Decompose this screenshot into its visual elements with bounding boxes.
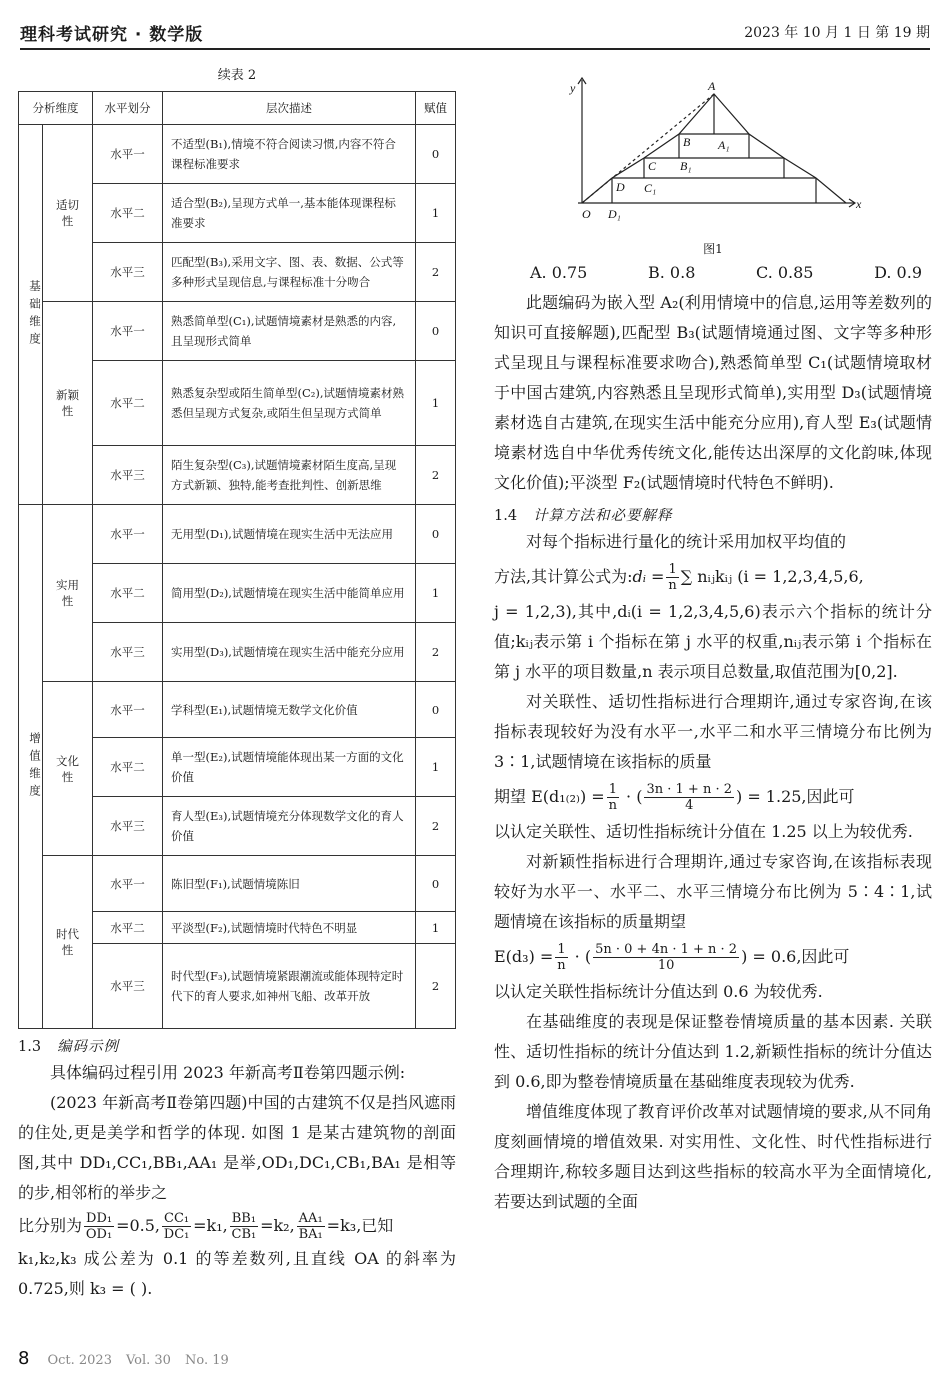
page-header [20, 14, 930, 50]
paragraph: 具体编码过程引用 2023 年新高考Ⅱ卷第四题示例: [50, 1063, 406, 1082]
table-row: 水平三 陌生复杂型(C₃),试题情境素材陌生度高,呈现方式新颖、独特,能考查批判性、创新思维 2 [19, 446, 456, 505]
formula-line: 方法,其计算公式为:dᵢ = $\frac{1}{n}$ ∑ nᵢⱼkᵢⱼ (i = 1,2,3,4,5,6, [494, 562, 864, 593]
section-heading: 1.4 计算方法和必要解释 [494, 508, 673, 524]
label-y: y [570, 81, 576, 95]
table-row: 水平二 单一型(E₂),试题情境能体现出某一方面的文化价值 1 [19, 738, 456, 797]
table-row: 水平二 熟悉复杂型或陌生简单型(C₂),试题情境素材熟悉但呈现方式复杂,或陌生但呈现方式简单 1 [19, 361, 456, 446]
label-C1: C₁ [644, 181, 657, 195]
option-d: D. 0.9 [874, 263, 922, 282]
header-description: 层次描述 [163, 92, 416, 125]
paragraph: j = 1,2,3),其中,dᵢ(i = 1,2,3,4,5,6)表示六个指标的统计分值;kᵢⱼ表示第 i 个指标在第 j 水平的权重,nᵢⱼ表示第 i 个指标在第 j 水平的项目数量,n 表示项目总数量,取值范围为[0,2]. [494, 602, 932, 681]
fraction: $\frac{1}{n}$ [668, 562, 677, 593]
dimension-basic: 基础维度 [28, 279, 42, 350]
paragraph: 对关联性、适切性指标进行合理期许,通过专家咨询,在该指标表现较好为没有水平一,水平二和水平三情境分布比例为 3∶1,试题情境在该指标的质量 [494, 692, 932, 771]
level-table [18, 91, 456, 1029]
table-row: 水平三 育人型(E₃),试题情境充分体现数学文化的育人价值 2 [19, 797, 456, 856]
fraction: $\frac{\text{CC₁}}{\text{DC₁}}$ [163, 1211, 190, 1242]
ratio-line: 比分别为 $\frac{\text{DD₁}}{\text{OD₁}}$ =0.5, $\frac{\text{CC₁}}{\text{DC₁}}$ =k₁, $\frac{\text{BB₁}}{\text{CB₁}}$ =k₂, $\frac{\text{AA₁}}{\text{BA₁}}$ =k₃,已知 [18, 1211, 394, 1242]
formula-line: E(d₃) = $\frac{1}{n}$ · ( $\frac{5n \cdot 0 + 4n \cdot 1 + n \cdot 2}{10}$ ) = 0.6,因此可 [494, 942, 850, 973]
option-b: B. 0.8 [648, 263, 696, 282]
fraction: $\frac{5n \cdot 0 + 4n \cdot 1 + n \cdot 2}{10}$ [595, 942, 738, 973]
indicator-novelty: 新颖性 [43, 302, 93, 505]
label-B1: B₁ [680, 159, 692, 173]
journal-title: 理科考试研究 · 数学版 [20, 25, 204, 45]
label-C: C [648, 159, 657, 173]
fraction: $\frac{1}{n}$ [557, 942, 566, 973]
option-c: C. 0.85 [756, 263, 814, 282]
indicator-fit: 适切性 [43, 125, 93, 302]
label-A1: A₁ [718, 138, 730, 152]
fraction: $\frac{1}{n}$ [608, 782, 618, 813]
paragraph: 此题编码为嵌入型 A₂(利用情境中的信息,运用等差数列的知识可直接解题),匹配型 B₃(试题情境通过图、文字等多种形式呈现且与课程标准要求吻合),熟悉简单型 C₁(试题情境取材于中国古建筑,内容熟悉且呈现形式简单),实用型 D₃(试题情境素材选自古建筑,在现实生活中能充分应用),育人型 E₃(试题情境素材选自中华优秀传统文化,能传达出深厚的文化韵味,体现文化价值);平淡型 F₂(试题情境时代特色不鲜明). [494, 293, 932, 492]
answer-options [494, 258, 932, 288]
page-number: 8 [18, 1348, 30, 1369]
figure-1 [494, 58, 932, 258]
dimension-value-added: 增值维度 [28, 731, 42, 802]
indicator-culture: 文化性 [43, 682, 93, 856]
label-D1: D₁ [608, 207, 621, 221]
paragraph: k₁,k₂,k₃ 成公差为 0.1 的等差数列,且直线 OA 的斜率为 0.725,则 k₃ = ( ). [18, 1249, 456, 1298]
paragraph: 以认定关联性、适切性指标统计分值在 1.25 以上为较优秀. [494, 822, 913, 841]
table-row: 文化性 水平一 学科型(E₁),试题情境无数学文化价值 0 [19, 682, 456, 738]
header-dimension: 分析维度 [19, 92, 93, 125]
table-row: 水平二 适合型(B₂),呈现方式单一,基本能体现课程标准要求 1 [19, 184, 456, 243]
table-row: 水平三 实用型(D₃),试题情境在现实生活中能充分应用 2 [19, 623, 456, 682]
paragraph: 对新颖性指标进行合理期许,通过专家咨询,在该指标表现较好为水平一、水平二、水平三情境分布比例为 5∶4∶1,试题情境在该指标的质量期望 [494, 852, 932, 931]
indicator-era: 时代性 [43, 856, 93, 1029]
fraction: $\frac{\text{BB₁}}{\text{CB₁}}$ [231, 1211, 257, 1242]
label-O: O [582, 207, 591, 221]
right-column [494, 58, 932, 1217]
table-row: 基础维度 适切性 水平一 不适型(B₁),情境不符合阅读习惯,内容不符合课程标准要求 0 [19, 125, 456, 184]
fraction: $\frac{\text{AA₁}}{\text{BA₁}}$ [298, 1211, 323, 1242]
table-caption: 续表 2 [217, 68, 257, 83]
label-A: A [708, 79, 716, 93]
table-row: 水平三 匹配型(B₃),采用文字、图、表、数据、公式等多种形式呈现信息,与课程标准十分吻合 2 [19, 243, 456, 302]
table-row: 时代性 水平一 陈旧型(F₁),试题情境陈旧 0 [19, 856, 456, 912]
label-D: D [616, 180, 625, 194]
paragraph: 以认定关联性指标统计分值达到 0.6 为较优秀. [494, 982, 823, 1001]
indicator-practical: 实用性 [43, 505, 93, 682]
header-level: 水平划分 [93, 92, 163, 125]
paragraph: 在基础维度的表现是保证整卷情境质量的基本因素. 关联性、适切性指标的统计分值达到 1.2,新颖性指标的统计分值达到 0.6,即为整卷情境质量在基础维度表现较为优秀. [494, 1012, 932, 1091]
issue-date: 2023 年 10 月 1 日 第 19 期 [744, 25, 930, 41]
paragraph: (2023 年新高考Ⅱ卷第四题)中国的古建筑不仅是挡风遮雨的住处,更是美学和哲学的体现. 如图 1 是某古建筑物的剖面图,其中 DD₁,CC₁,BB₁,AA₁ 是举,OD₁,DC₁,CB₁,BA₁ 是相等的步,相邻桁的举步之 [18, 1093, 456, 1202]
formula-line: 期望 E(d₁₍₂₎) = $\frac{1}{n}$ · ( $\frac{3n \cdot 1 + n \cdot 2}{4}$ ) = 1.25,因此可 [494, 782, 855, 813]
fraction: $\frac{\text{DD₁}}{\text{OD₁}}$ [85, 1211, 113, 1242]
option-a: A. 0.75 [530, 263, 588, 282]
left-column [18, 58, 456, 1304]
page-footer: 8 Oct. 2023 Vol. 30 No. 19 [18, 1348, 229, 1369]
figure-caption: 图1 [703, 242, 723, 256]
label-x: x [856, 197, 862, 211]
table-row: 增值维度 实用性 水平一 无用型(D₁),试题情境在现实生活中无法应用 0 [19, 505, 456, 564]
label-B: B [683, 135, 691, 149]
table-header-row [19, 92, 456, 125]
paragraph: 增值维度体现了教育评价改革对试题情境的要求,从不同角度刻画情境的增值效果. 对实用性、文化性、时代性指标进行合理期许,称较多题目达到这些指标的较高水平为全面情境化,若要达到试题的全面 [494, 1102, 932, 1211]
table-row: 新颖性 水平一 熟悉简单型(C₁),试题情境素材是熟悉的内容,且呈现形式简单 0 [19, 302, 456, 361]
header-value: 赋值 [416, 92, 456, 125]
section-heading: 1.3 编码示例 [18, 1039, 120, 1055]
table-row: 水平二 简用型(D₂),试题情境在现实生活中能简单应用 1 [19, 564, 456, 623]
building-cross-section [494, 58, 932, 238]
paragraph: 对每个指标进行量化的统计采用加权平均值的 [526, 532, 847, 551]
table-row: 水平三 时代型(F₃),试题情境紧跟潮流或能体现特定时代下的育人要求,如神州飞船、改革开放 2 [19, 944, 456, 1029]
fraction: $\frac{3n \cdot 1 + n \cdot 2}{4}$ [646, 782, 732, 813]
table-row: 水平二 平淡型(F₂),试题情境时代特色不明显 1 [19, 912, 456, 944]
